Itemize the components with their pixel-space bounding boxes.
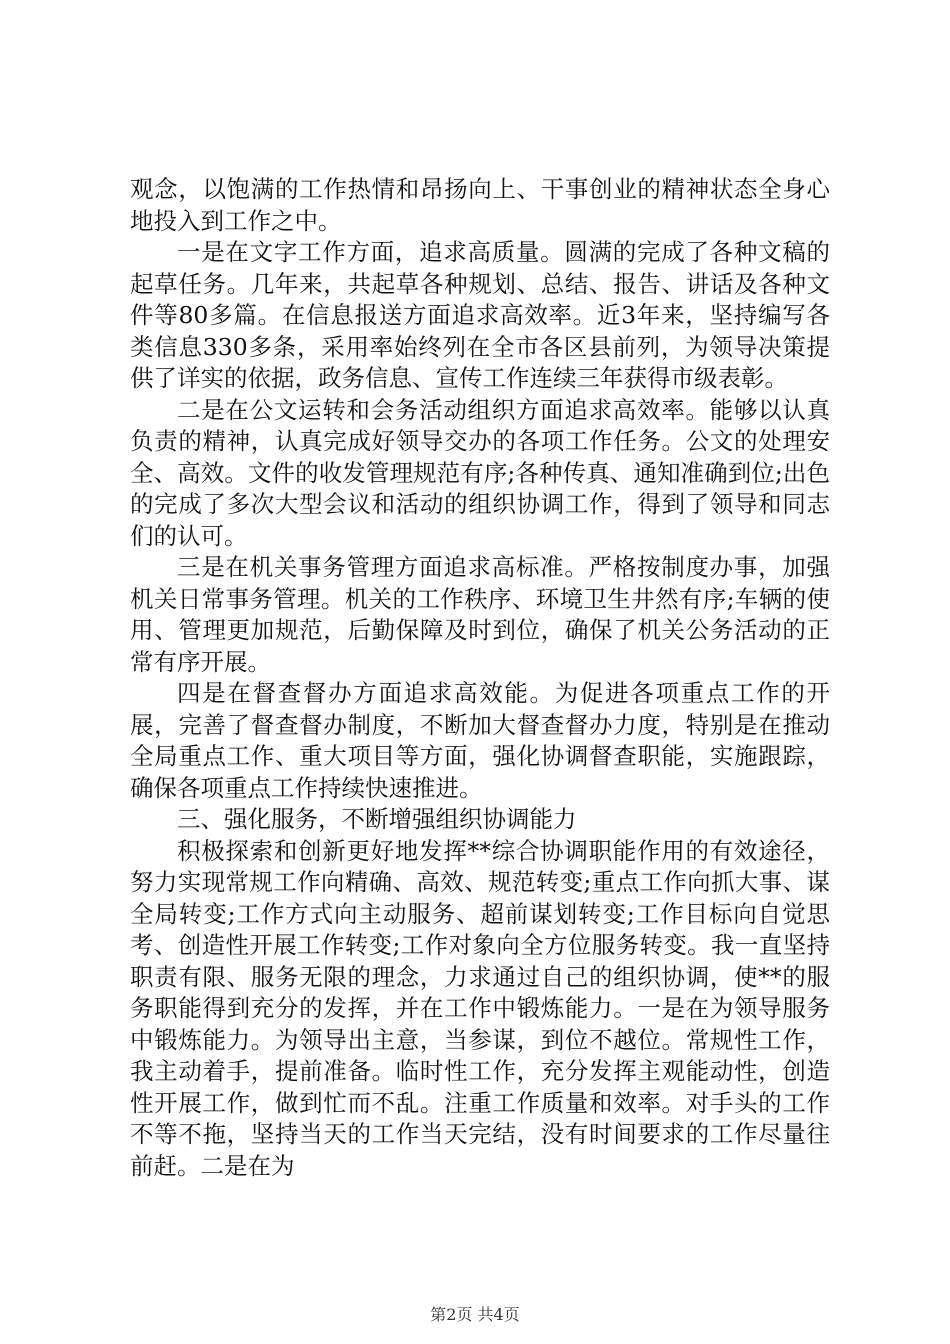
paragraph-5: 四是在督查督办方面追求高效能。为促进各项重点工作的开展，完善了督查督办制度，不断加大督查督办力度，特别是在推动全局重点工作、重大项目等方面，强化协调督查职能，实施跟踪，确保各项重点工作持续快速推进。 bbox=[130, 679, 830, 802]
document-body bbox=[130, 174, 830, 1182]
paragraph-6: 积极探索和创新更好地发挥**综合协调职能作用的有效途径，努力实现常规工作向精确、高效、规范转变;重点工作向抓大事、谋全局转变;工作方式向主动服务、超前谋划转变;工作目标向自觉思考、创造性开展工作转变;工作对象向全方位服务转变。我一直坚持职责有限、服务无限的理念，力求通过自己的组织协调，使**的服务职能得到充分的发挥，并在工作中锻炼能力。一是在为领导服务中锻炼能力。为领导出主意，当参谋，到位不越位。常规性工作，我主动着手，提前准备。临时性工作，充分发挥主观能动性，创造性开展工作，做到忙而不乱。注重工作质量和效率。对手头的工作不等不拖，坚持当天的工作当天完结，没有时间要求的工作尽量往前赶。二是在为 bbox=[130, 836, 830, 1180]
paragraph-3: 二是在公文运转和会务活动组织方面追求高效率。能够以认真负责的精神，认真完成好领导交办的各项工作任务。公文的处理安全、高效。文件的收发管理规范有序;各种传真、通知准确到位;出色的完成了多次大型会议和活动的组织协调工作，得到了领导和同志们的认可。 bbox=[130, 395, 830, 550]
paragraph-4: 三是在机关事务管理方面追求高标准。严格按制度办事，加强机关日常事务管理。机关的工作秩序、环境卫生井然有序;车辆的使用、管理更加规范，后勤保障及时到位，确保了机关公务活动的正常有序开展。 bbox=[130, 553, 830, 676]
section-heading: 三、强化服务，不断增强组织协调能力 bbox=[177, 805, 577, 833]
paragraph-1: 观念，以饱满的工作热情和昂扬向上、干事创业的精神状态全身心地投入到工作之中。 bbox=[130, 175, 830, 235]
page-number-footer: 第2页 共4页 bbox=[430, 1305, 520, 1324]
paragraph-2: 一是在文字工作方面，追求高质量。圆满的完成了各种文稿的起草任务。几年来，共起草各种规划、总结、报告、讲话及各种文件等80多篇。在信息报送方面追求高效率。近3年来，坚持编写各类信息330多条，采用率始终列在全市各区县前列，为领导决策提供了详实的依据，政务信息、宣传工作连续三年获得市级表彰。 bbox=[130, 238, 830, 392]
